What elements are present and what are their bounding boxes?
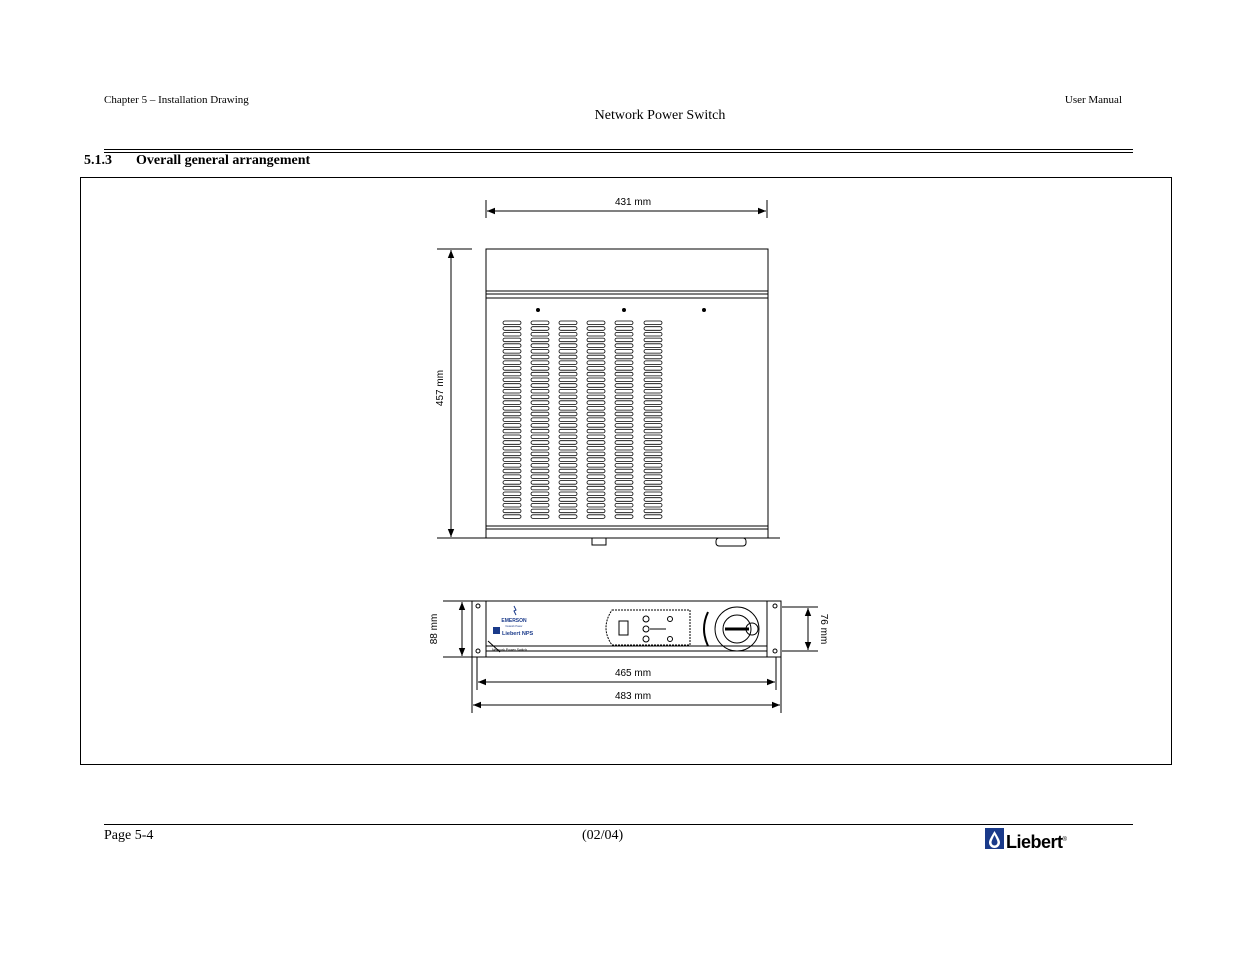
vent-slot xyxy=(503,389,521,393)
indicator-icon xyxy=(643,636,649,642)
ventilation-slots xyxy=(503,321,662,518)
vent-slot xyxy=(503,412,521,416)
vent-slot xyxy=(644,503,662,507)
vent-slot xyxy=(644,332,662,336)
vent-slot xyxy=(559,469,577,473)
vent-slot xyxy=(503,515,521,519)
vent-slot xyxy=(531,344,549,348)
vent-slot xyxy=(587,355,605,359)
chapter-header: Chapter 5 – Installation Drawing xyxy=(104,94,249,106)
vent-slot xyxy=(531,515,549,519)
vent-slot xyxy=(615,407,633,411)
vent-slot xyxy=(531,498,549,502)
vent-slot xyxy=(503,367,521,371)
vent-slot xyxy=(644,441,662,445)
vent-slot xyxy=(531,464,549,468)
vent-slot xyxy=(587,424,605,428)
vent-slot xyxy=(559,441,577,445)
vent-slot xyxy=(615,509,633,513)
indicator-icon xyxy=(668,617,673,622)
vent-slot xyxy=(531,486,549,490)
vent-slot xyxy=(531,418,549,422)
vent-slot xyxy=(587,401,605,405)
section-number: 5.1.3 xyxy=(84,153,112,168)
section-title: Overall general arrangement xyxy=(136,153,311,168)
vent-slot xyxy=(587,435,605,439)
vent-slot xyxy=(587,384,605,388)
vent-slot xyxy=(644,350,662,354)
vent-slot xyxy=(503,475,521,479)
inner-width-label: 465 mm xyxy=(614,668,652,679)
vent-slot xyxy=(559,424,577,428)
vent-slot xyxy=(644,338,662,342)
vent-slot xyxy=(559,486,577,490)
vent-slot xyxy=(644,412,662,416)
vent-slot xyxy=(503,492,521,496)
vent-slot xyxy=(644,486,662,490)
vent-slot xyxy=(615,355,633,359)
unit-top-outline xyxy=(486,249,768,538)
vent-slot xyxy=(644,327,662,331)
vent-slot xyxy=(559,509,577,513)
screw-icon xyxy=(703,309,706,312)
vent-slot xyxy=(644,515,662,519)
foot-icon xyxy=(592,538,606,545)
vent-slot xyxy=(644,435,662,439)
vent-slot xyxy=(615,515,633,519)
registered-mark: ® xyxy=(1062,837,1067,843)
vent-slot xyxy=(644,401,662,405)
vent-slot xyxy=(531,435,549,439)
vent-slot xyxy=(615,418,633,422)
vent-slot xyxy=(559,344,577,348)
vent-slot xyxy=(503,407,521,411)
footer-rule xyxy=(104,824,1133,825)
vent-slot xyxy=(531,481,549,485)
vent-slot xyxy=(644,424,662,428)
vent-slot xyxy=(531,407,549,411)
page-number: Page 5-4 xyxy=(104,828,154,843)
vent-slot xyxy=(503,441,521,445)
mounting-hole-icon xyxy=(773,604,777,608)
vent-slot xyxy=(559,503,577,507)
vent-slot xyxy=(644,469,662,473)
vent-slot xyxy=(531,338,549,342)
vent-slot xyxy=(587,412,605,416)
vent-slot xyxy=(615,429,633,433)
vent-slot xyxy=(587,418,605,422)
vent-slot xyxy=(531,441,549,445)
vent-slot xyxy=(615,441,633,445)
vent-slot xyxy=(559,446,577,450)
brand-label: EMERSON xyxy=(501,618,527,624)
vent-slot xyxy=(503,338,521,342)
vent-slot xyxy=(644,446,662,450)
vent-slot xyxy=(559,327,577,331)
manual-header: User Manual xyxy=(1064,94,1122,106)
vent-slot xyxy=(559,321,577,325)
vent-slot xyxy=(531,401,549,405)
vent-slot xyxy=(531,509,549,513)
vent-slot xyxy=(503,446,521,450)
vent-slot xyxy=(644,389,662,393)
vent-slot xyxy=(531,412,549,416)
vent-slot xyxy=(587,389,605,393)
vent-slot xyxy=(503,327,521,331)
vent-slot xyxy=(587,492,605,496)
vent-slot xyxy=(531,429,549,433)
vent-slot xyxy=(615,486,633,490)
vent-slot xyxy=(531,321,549,325)
vent-slot xyxy=(503,458,521,462)
vent-slot xyxy=(587,498,605,502)
product-label: Liebert NPS xyxy=(502,631,534,637)
vent-slot xyxy=(531,389,549,393)
vent-slot xyxy=(615,361,633,365)
vent-slot xyxy=(587,503,605,507)
vent-slot xyxy=(503,481,521,485)
vent-slot xyxy=(503,435,521,439)
vent-slot xyxy=(531,350,549,354)
vent-slot xyxy=(531,367,549,371)
foot-icon xyxy=(716,538,746,546)
vent-slot xyxy=(531,458,549,462)
vent-slot xyxy=(503,503,521,507)
vent-slot xyxy=(587,361,605,365)
vent-slot xyxy=(644,395,662,399)
depth-label: 457 mm xyxy=(435,369,446,407)
vent-slot xyxy=(587,446,605,450)
liebert-mark-icon xyxy=(493,627,500,634)
vent-slot xyxy=(559,412,577,416)
vent-slot xyxy=(615,498,633,502)
vent-slot xyxy=(559,475,577,479)
screw-icon xyxy=(537,309,540,312)
vent-slot xyxy=(615,446,633,450)
vent-slot xyxy=(531,327,549,331)
vent-slot xyxy=(503,350,521,354)
vent-slot xyxy=(587,429,605,433)
vent-slot xyxy=(559,464,577,468)
vent-slot xyxy=(587,395,605,399)
vent-slot xyxy=(587,475,605,479)
vent-slot xyxy=(644,384,662,388)
vent-slot xyxy=(644,458,662,462)
vent-slot xyxy=(531,395,549,399)
vent-slot xyxy=(615,321,633,325)
vent-slot xyxy=(615,378,633,382)
vent-slot xyxy=(644,355,662,359)
vent-slot xyxy=(587,458,605,462)
vent-slot xyxy=(531,384,549,388)
vent-slot xyxy=(615,344,633,348)
vent-slot xyxy=(531,469,549,473)
vent-slot xyxy=(559,435,577,439)
vent-slot xyxy=(503,498,521,502)
vent-slot xyxy=(503,355,521,359)
inner-height-label: 76 mm xyxy=(818,613,829,645)
vent-slot xyxy=(587,378,605,382)
vent-slot xyxy=(503,384,521,388)
emerson-logo-icon xyxy=(514,606,516,615)
vent-slot xyxy=(503,332,521,336)
vent-slot xyxy=(644,498,662,502)
vent-slot xyxy=(587,332,605,336)
vent-slot xyxy=(615,395,633,399)
vent-slot xyxy=(615,435,633,439)
vent-slot xyxy=(644,429,662,433)
vent-slot xyxy=(503,452,521,456)
vent-slot xyxy=(559,515,577,519)
screw-icon xyxy=(623,309,626,312)
vent-slot xyxy=(503,321,521,325)
vent-slot xyxy=(559,481,577,485)
vent-slot xyxy=(615,481,633,485)
height-label: 88 mm xyxy=(429,613,440,645)
vent-slot xyxy=(644,367,662,371)
vent-slot xyxy=(587,372,605,376)
vent-slot xyxy=(615,412,633,416)
vent-slot xyxy=(615,384,633,388)
vent-slot xyxy=(531,332,549,336)
vent-slot xyxy=(587,321,605,325)
mounting-hole-icon xyxy=(773,649,777,653)
vent-slot xyxy=(503,469,521,473)
vent-slot xyxy=(559,384,577,388)
vent-slot xyxy=(615,389,633,393)
vent-slot xyxy=(587,452,605,456)
document-title: Network Power Switch xyxy=(594,108,726,123)
vent-slot xyxy=(644,464,662,468)
vent-slot xyxy=(531,452,549,456)
vent-slot xyxy=(644,481,662,485)
vent-slot xyxy=(644,378,662,382)
vent-slot xyxy=(503,486,521,490)
vent-slot xyxy=(615,464,633,468)
vent-slot xyxy=(587,469,605,473)
vent-slot xyxy=(615,492,633,496)
outer-width-label: 483 mm xyxy=(614,691,652,702)
liebert-logo-icon xyxy=(985,826,1005,850)
vent-slot xyxy=(503,464,521,468)
vent-slot xyxy=(559,452,577,456)
vent-slot xyxy=(503,395,521,399)
vent-slot xyxy=(559,498,577,502)
vent-slot xyxy=(587,515,605,519)
vent-slot xyxy=(559,361,577,365)
vent-slot xyxy=(587,350,605,354)
vent-slot xyxy=(644,321,662,325)
vent-slot xyxy=(644,509,662,513)
vent-slot xyxy=(559,492,577,496)
vent-slot xyxy=(615,367,633,371)
vent-slot xyxy=(559,332,577,336)
vent-slot xyxy=(615,338,633,342)
vent-slot xyxy=(587,327,605,331)
width-label: 431 mm xyxy=(614,197,652,208)
vent-slot xyxy=(531,424,549,428)
vent-slot xyxy=(615,424,633,428)
vent-slot xyxy=(615,332,633,336)
vent-slot xyxy=(587,464,605,468)
brand-sub-label: Network Power xyxy=(505,625,523,628)
indicator-icon xyxy=(668,637,673,642)
mounting-hole-icon xyxy=(476,604,480,608)
vent-slot xyxy=(644,407,662,411)
liebert-wordmark xyxy=(1006,832,1066,853)
vent-slot xyxy=(644,361,662,365)
indicator-icon xyxy=(643,616,649,622)
panel-text-label: Network Power Switch xyxy=(492,648,528,652)
vent-slot xyxy=(644,372,662,376)
vent-slot xyxy=(531,372,549,376)
vent-slot xyxy=(559,355,577,359)
vent-slot xyxy=(587,441,605,445)
vent-slot xyxy=(503,361,521,365)
mounting-hole-icon xyxy=(476,649,480,653)
indicator-icon xyxy=(643,626,649,632)
vent-slot xyxy=(615,327,633,331)
vent-slot xyxy=(559,389,577,393)
vent-slot xyxy=(615,469,633,473)
vent-slot xyxy=(559,372,577,376)
vent-slot xyxy=(503,424,521,428)
vent-slot xyxy=(503,372,521,376)
vent-slot xyxy=(531,361,549,365)
vent-slot xyxy=(503,344,521,348)
vent-slot xyxy=(615,350,633,354)
vent-slot xyxy=(615,503,633,507)
vent-slot xyxy=(531,475,549,479)
vent-slot xyxy=(559,418,577,422)
vent-slot xyxy=(615,401,633,405)
vent-slot xyxy=(559,338,577,342)
vent-slot xyxy=(503,509,521,513)
vent-slot xyxy=(531,378,549,382)
vent-slot xyxy=(503,418,521,422)
vent-slot xyxy=(615,372,633,376)
vent-slot xyxy=(615,475,633,479)
vent-slot xyxy=(644,418,662,422)
vent-slot xyxy=(559,350,577,354)
vent-slot xyxy=(587,481,605,485)
vent-slot xyxy=(587,344,605,348)
vent-slot xyxy=(644,492,662,496)
vent-slot xyxy=(503,429,521,433)
vent-slot xyxy=(531,492,549,496)
vent-slot xyxy=(587,509,605,513)
revision-date: (02/04) xyxy=(582,828,624,843)
vent-slot xyxy=(644,344,662,348)
vent-slot xyxy=(615,458,633,462)
vent-slot xyxy=(503,401,521,405)
vent-slot xyxy=(559,429,577,433)
logo-text: Liebert xyxy=(1006,832,1063,852)
vent-slot xyxy=(559,401,577,405)
vent-slot xyxy=(587,486,605,490)
vent-slot xyxy=(531,355,549,359)
vent-slot xyxy=(559,378,577,382)
vent-slot xyxy=(644,452,662,456)
switch-icon xyxy=(619,621,628,635)
vent-slot xyxy=(559,395,577,399)
vent-slot xyxy=(531,446,549,450)
vent-slot xyxy=(559,458,577,462)
vent-slot xyxy=(559,367,577,371)
vent-slot xyxy=(615,452,633,456)
top-view xyxy=(437,200,780,546)
vent-slot xyxy=(587,367,605,371)
vent-slot xyxy=(644,475,662,479)
vent-slot xyxy=(587,407,605,411)
vent-slot xyxy=(559,407,577,411)
vent-slot xyxy=(503,378,521,382)
vent-slot xyxy=(531,503,549,507)
vent-slot xyxy=(587,338,605,342)
